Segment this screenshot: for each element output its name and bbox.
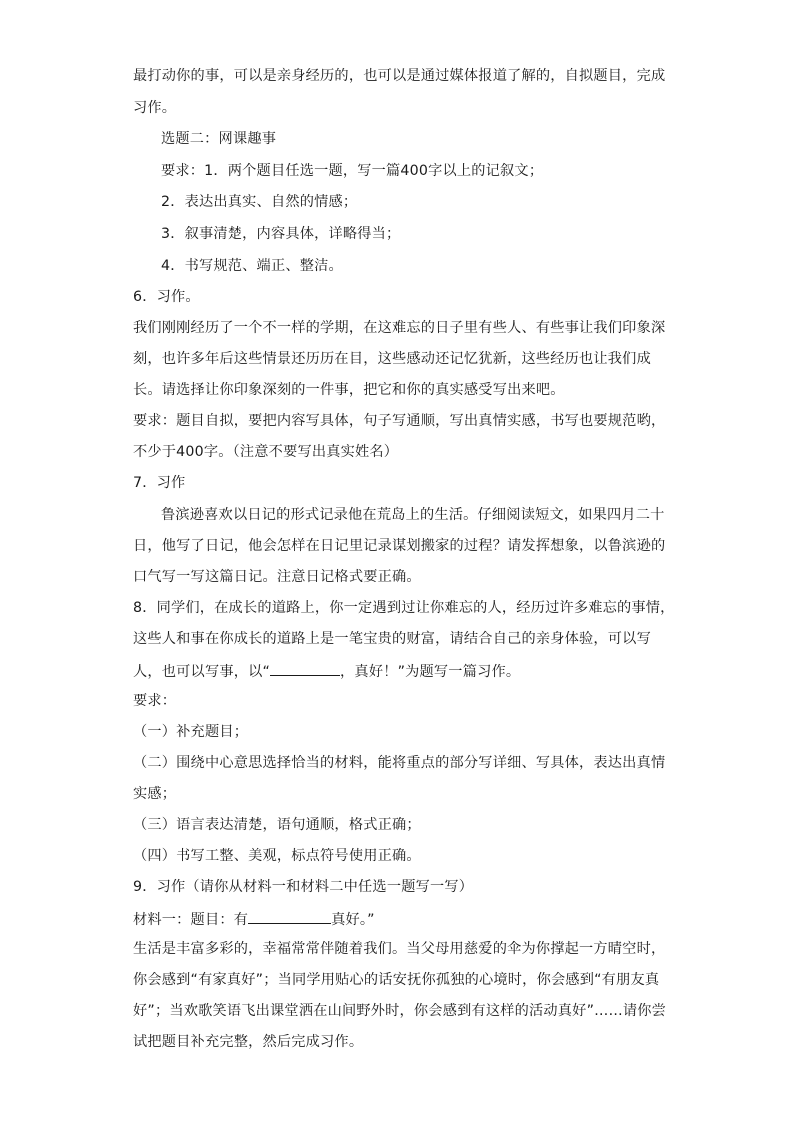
q6-heading: 6．习作。	[133, 289, 200, 305]
q8-requirement-item: （一）补充题目；	[133, 724, 249, 740]
option2-title: 选题二：网课趣事	[161, 131, 277, 147]
q6-body-line: 不少于400字。（注意不要写出真实姓名）	[133, 444, 399, 460]
q9-material-line	[133, 908, 375, 930]
q8-requirement-item: （二）围绕中心意思选择恰当的材料，能将重点的部分写详细、写具体，表达出真情	[133, 755, 666, 771]
q9-body-line: 生活是丰富多彩的，幸福常常伴随着我们。当父母用慈爱的伞为你撑起一方晴空时，	[133, 941, 666, 957]
q6-body-line: 长。请选择让你印象深刻的一件事，把它和你的真实感受写出来吧。	[133, 382, 565, 398]
intro-line-1: 最打动你的事，可以是亲身经历的，也可以是通过媒体报道了解的，自拟题目，完成	[133, 68, 666, 84]
q8-requirement-item: （三）语言表达清楚，语句通顺，格式正确；	[133, 817, 421, 833]
q8-requirements-label: 要求：	[133, 693, 177, 709]
q6-body-line: 刻，也许多年后这些情景还历历在目，这些感动还记忆犹新，这些经历也让我们成	[133, 351, 651, 367]
q8-title-prefix: 人，也可以写事，以“	[133, 664, 271, 680]
q9-body-line: 你会感到“有家真好”；当同学用贴心的话安抚你孤独的心境时，你会感到“有朋友真	[133, 972, 660, 988]
q9-heading: 9．习作（请你从材料一和材料二中任选一题写一写）	[133, 879, 474, 895]
q7-heading: 7．习作	[133, 475, 186, 491]
q8-line: 8．同学们，在成长的道路上，你一定遇到过让你难忘的人，经历过许多难忘的事情，	[133, 600, 675, 616]
requirement-line: 3．叙事清楚，内容具体，详略得当；	[161, 226, 401, 242]
title-blank	[248, 908, 331, 924]
q9-body-line: 试把题目补充完整，然后完成习作。	[133, 1034, 364, 1050]
requirement-line: 要求：1．两个题目任选一题，写一篇400字以上的记叙文；	[161, 163, 544, 179]
requirement-line: 2．表达出真实、自然的情感；	[161, 194, 358, 210]
q8-line: 这些人和事在你成长的道路上是一笔宝贵的财富，请结合自己的亲身体验，可以写	[133, 631, 651, 647]
q7-body-line: 鲁滨逊喜欢以日记的形式记录他在荒岛上的生活。仔细阅读短文，如果四月二十	[161, 507, 665, 523]
q6-body-line: 我们刚刚经历了一个不一样的学期，在这难忘的日子里有些人、有些事让我们印象深	[133, 320, 666, 336]
q7-body-line: 口气写一写这篇日记。注意日记格式要正确。	[133, 569, 421, 585]
q8-title-suffix: ，真好！”为题写一篇习作。	[340, 664, 521, 680]
title-blank	[270, 660, 340, 676]
q9-material-prefix: 材料一：题目：有	[133, 912, 249, 928]
q8-requirement-item: 实感；	[133, 786, 177, 802]
q9-material-suffix: 真好。”	[331, 912, 375, 928]
q8-requirement-item: （四）书写工整、美观，标点符号使用正确。	[133, 848, 421, 864]
q7-body-line: 日，他写了日记，他会怎样在日记里记录谋划搬家的过程？请发挥想象，以鲁滨逊的	[133, 538, 666, 554]
q9-body-line: 好”；当欢歌笑语飞出课堂洒在山间野外时，你会感到有这样的活动真好”……请你尝	[133, 1003, 667, 1019]
q6-body-line: 要求：题目自拟，要把内容写具体，句子写通顺，写出真情实感，书写也要规范哟，	[133, 413, 666, 429]
q8-title-line	[133, 660, 520, 682]
requirement-line: 4．书写规范、端正、整洁。	[161, 258, 343, 274]
intro-line-2: 习作。	[133, 100, 177, 116]
